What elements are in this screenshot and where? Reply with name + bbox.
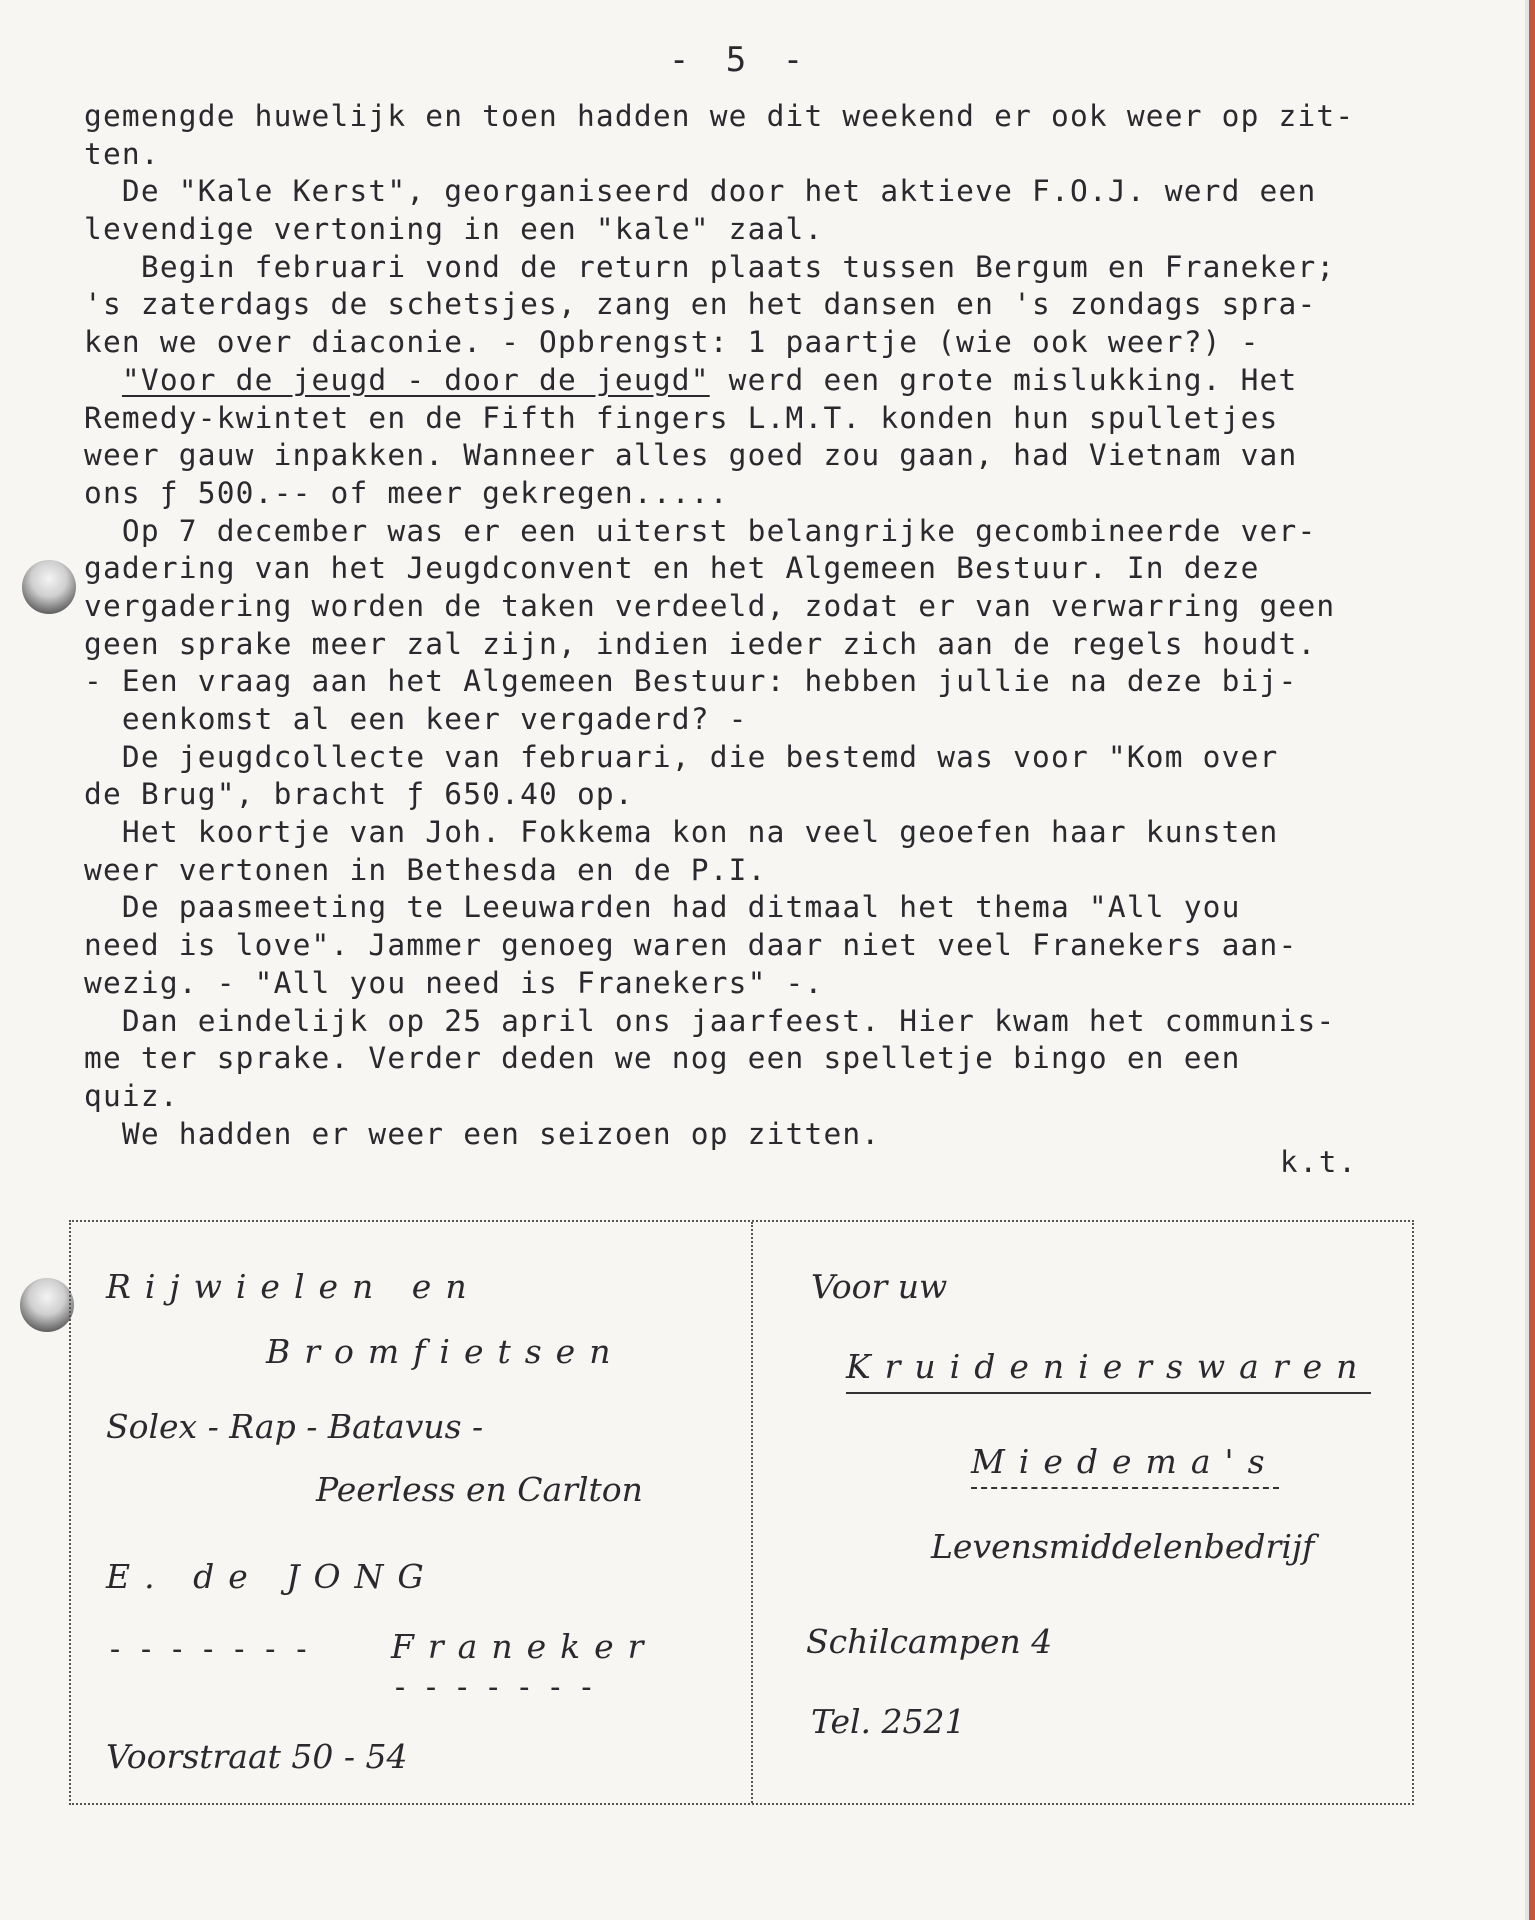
text-line: weer vertonen in Bethesda en de P.I. — [84, 852, 767, 887]
ad-left-shop-name: E. de JONG — [106, 1557, 438, 1596]
ad-right-address: Schilcampen 4 — [806, 1622, 1053, 1661]
article-body — [84, 98, 1454, 1153]
text-line: ken we over diaconie. - Opbrengst: 1 paartje (wie ook weer?) - — [84, 325, 1260, 360]
text-line: vergadering worden de taken verdeeld, zodat er van verwarring geen — [84, 588, 1336, 623]
page-number: - 5 - — [668, 40, 812, 80]
text-line: de Brug", bracht ƒ 650.40 op. — [84, 777, 634, 812]
text-line: Begin februari vond de return plaats tussen Bergum en Franeker; — [84, 249, 1336, 284]
ad-left-line-1: Rijwielen en — [106, 1267, 481, 1306]
text-line: 's zaterdags de schetsjes, zang en het dansen en 's zondags spra- — [84, 287, 1317, 322]
page-edge-red — [1529, 0, 1535, 1920]
indent — [84, 363, 122, 397]
text-line: eenkomst al een keer vergaderd? - — [84, 702, 748, 736]
text-line: De paasmeeting te Leeuwarden had ditmaal het thema "All you — [84, 890, 1241, 925]
line-rest: werd een grote mislukking. Het — [709, 362, 1298, 397]
text-line: Op 7 december was er een uiterst belangrijke gecombineerde ver- — [84, 513, 1317, 548]
text-line: Dan eindelijk op 25 april ons jaarfeest. Hier kwam het communis- — [84, 1003, 1336, 1038]
text-line: need is love". Jammer genoeg waren daar niet veel Franekers aan- — [84, 928, 1298, 963]
ad-left-brands-2: Peerless en Carlton — [316, 1470, 643, 1509]
ad-left-town: Franeker — [391, 1627, 658, 1666]
text-line: wezig. - "All you need is Franekers" -. — [84, 965, 824, 1000]
ad-divider — [751, 1222, 753, 1803]
ad-right-shop-name — [971, 1442, 1279, 1481]
text-line: me ter sprake. Verder deden we nog een spelletje bingo en een — [84, 1041, 1241, 1076]
text-line: gemengde huwelijk en toen hadden we dit weekend er ook weer op zit- — [84, 99, 1355, 133]
ad-right-business: Levensmiddelenbedrijf — [931, 1527, 1315, 1566]
author-initials: k.t. — [1280, 1145, 1358, 1179]
text-line: Het koortje van Joh. Fokkema kon na veel geoefen haar kunsten — [84, 815, 1279, 850]
text-line: levendige vertoning in een "kale" zaal. — [84, 212, 824, 247]
ad-right-shop-name-text: Miedema's — [971, 1442, 1279, 1489]
text-line: ons ƒ 500.-- of meer gekregen..... — [84, 475, 729, 510]
ad-right-phone: Tel. 2521 — [811, 1702, 966, 1741]
ad-right-heading: Kruidenierswaren — [846, 1347, 1371, 1394]
text-line: De jeugdcollecte van februari, die bestemd was voor "Kom over — [84, 739, 1279, 774]
ad-right-line-2 — [846, 1347, 1371, 1386]
ad-left-dashes: ------- — [106, 1632, 324, 1667]
text-line: De "Kale Kerst", georganiseerd door het aktieve F.O.J. werd een — [84, 174, 1317, 209]
punch-hole-upper — [22, 560, 76, 614]
ad-left-address: Voorstraat 50 - 54 — [106, 1737, 408, 1776]
text-line: - Een vraag aan het Algemeen Bestuur: hebben jullie na deze bij- — [84, 664, 1298, 699]
ad-left-dashes-2: ------- — [391, 1670, 609, 1705]
ad-left-line-2: Bromfietsen — [266, 1332, 625, 1371]
advertisement-box — [69, 1220, 1414, 1805]
text-line: weer gauw inpakken. Wanneer alles goed zou gaan, had Vietnam van — [84, 438, 1298, 473]
text-line: We hadden er weer een seizoen op zitten. — [84, 1116, 881, 1151]
text-line: geen sprake meer zal zijn, indien ieder zich aan de regels houdt. — [84, 626, 1317, 661]
text-line: quiz. — [84, 1078, 179, 1113]
underlined-title: "Voor de jeugd - door de jeugd" — [121, 362, 710, 397]
ad-left-brands: Solex - Rap - Batavus - — [106, 1407, 484, 1446]
text-line: Remedy-kwintet en de Fifth fingers L.M.T. konden hun spulletjes — [84, 400, 1279, 435]
ad-right-line-1: Voor uw — [811, 1267, 948, 1306]
text-line: ten. — [84, 136, 160, 171]
text-line: gadering van het Jeugdconvent en het Algemeen Bestuur. In deze — [84, 551, 1260, 586]
punch-hole-lower — [20, 1278, 74, 1332]
text-line-underlined — [84, 362, 1454, 400]
